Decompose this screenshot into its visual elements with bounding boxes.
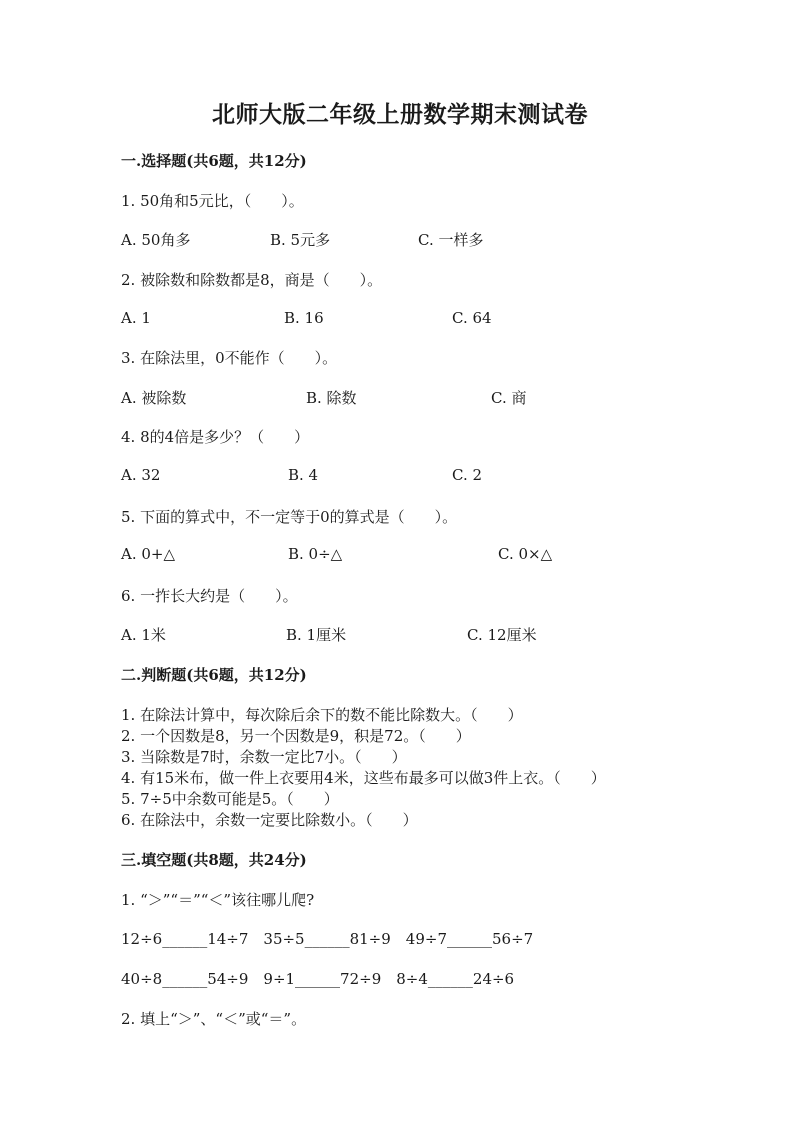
judgement-item: 4. 有15米布，做一件上衣要用4米，这些布最多可以做3件上衣。（ ） [121, 769, 606, 787]
option-a: A. 被除数 [121, 389, 187, 407]
section-heading-choice: 一.选择题(共6题，共12分) [121, 152, 307, 170]
option-c: C. 0×△ [498, 545, 553, 563]
judgement-item: 1. 在除法计算中，每次除后余下的数不能比除数大。（ ） [121, 706, 523, 724]
option-b: B. 5元多 [270, 231, 331, 249]
question-text: 5. 下面的算式中，不一定等于0的算式是（ ）。 [121, 508, 458, 526]
judgement-item: 6. 在除法中，余数一定要比除数小。（ ） [121, 811, 418, 829]
option-c: C. 64 [452, 309, 492, 327]
comparison-row: 12÷6______14÷7 35÷5______81÷9 49÷7______56÷7 [121, 930, 534, 948]
section-heading-judgement: 二.判断题(共6题，共12分) [121, 666, 307, 684]
judgement-item: 2. 一个因数是8，另一个因数是9，积是72。（ ） [121, 727, 471, 745]
option-b: B. 1厘米 [286, 626, 347, 644]
question-text: 4. 8的4倍是多少？（ ） [121, 428, 310, 446]
question-text: 2. 被除数和除数都是8，商是（ ）。 [121, 271, 383, 289]
option-c: C. 2 [452, 466, 483, 484]
comparison-row: 40÷8______54÷9 9÷1______72÷9 8÷4______24÷6 [121, 970, 515, 988]
option-b: B. 除数 [306, 389, 357, 407]
option-b: B. 16 [284, 309, 324, 327]
question-text: 3. 在除法里，0不能作（ ）。 [121, 349, 338, 367]
question-text: 1. “＞”“＝”“＜”该往哪儿爬? [121, 891, 315, 909]
question-text: 6. 一拃长大约是（ ）。 [121, 587, 298, 605]
option-c: C. 12厘米 [467, 626, 537, 644]
option-a: A. 1米 [121, 626, 166, 644]
option-b: B. 0÷△ [288, 545, 343, 563]
question-text: 1. 50角和5元比，（ ）。 [121, 192, 304, 210]
option-a: A. 0+△ [121, 545, 176, 563]
option-a: A. 1 [121, 309, 151, 327]
option-c: C. 商 [491, 389, 527, 407]
page-title: 北师大版二年级上册数学期末测试卷 [212, 101, 588, 128]
option-c: C. 一样多 [418, 231, 484, 249]
option-b: B. 4 [288, 466, 319, 484]
section-heading-fill: 三.填空题(共8题，共24分) [121, 851, 307, 869]
judgement-item: 5. 7÷5中余数可能是5。（ ） [121, 790, 339, 808]
question-text: 2. 填上“＞”、“＜”或“＝”。 [121, 1010, 307, 1028]
option-a: A. 32 [121, 466, 161, 484]
judgement-item: 3. 当除数是7时，余数一定比7小。（ ） [121, 748, 407, 766]
option-a: A. 50角多 [121, 231, 191, 249]
